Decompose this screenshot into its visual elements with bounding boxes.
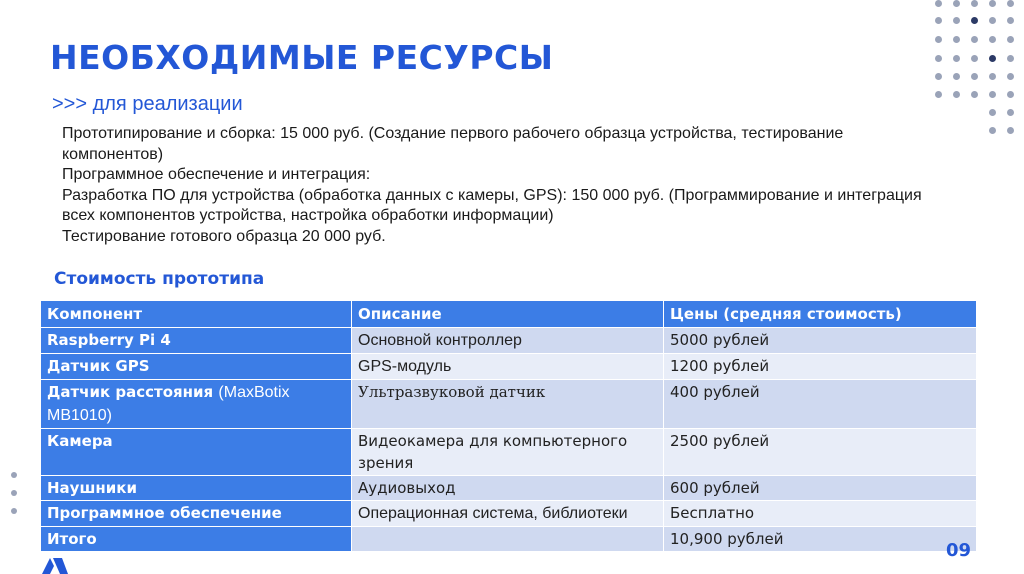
table-header-row: [41, 301, 977, 328]
decor-dot: [953, 36, 960, 43]
header-price: Цены (средняя стоимость): [664, 301, 977, 328]
cell-description: Аудиовыход: [352, 476, 664, 501]
decor-dot: [989, 0, 996, 7]
table-row: [41, 328, 977, 354]
decor-dot: [1007, 109, 1014, 116]
component-name: Датчик расстояния: [47, 383, 214, 401]
decor-dot: [953, 17, 960, 24]
cell-description: [352, 328, 664, 354]
description-text: Основной контроллер: [358, 332, 522, 349]
decor-dot: [989, 55, 996, 62]
decor-dot: [989, 127, 996, 134]
table-row: [41, 476, 977, 501]
decor-dot: [1007, 17, 1014, 24]
page-number: 09: [946, 540, 972, 561]
description-text: GPS-модуль: [358, 358, 452, 375]
cell-price: 2500 рублей: [664, 429, 977, 476]
decor-dot: [935, 0, 942, 7]
decor-dot: [1007, 127, 1014, 134]
cell-component: [41, 476, 352, 501]
cell-price: 1200 рублей: [664, 354, 977, 380]
table-row: [41, 429, 977, 476]
decor-dot: [1007, 73, 1014, 80]
component-name: Программное обеспечение: [47, 504, 282, 522]
body-line: Тестирование готового образца 20 000 руб.: [62, 227, 386, 245]
component-name: Камера: [47, 432, 113, 450]
cost-table: [40, 300, 977, 552]
cell-component: [41, 354, 352, 380]
decor-dot: [971, 17, 978, 24]
decor-dot: [11, 508, 17, 514]
decor-dot: [971, 91, 978, 98]
cell-component: [41, 501, 352, 527]
component-name: Датчик GPS: [47, 357, 150, 375]
decor-dot: [935, 55, 942, 62]
decor-dot: [953, 73, 960, 80]
body-line: Программное обеспечение и интеграция:: [62, 166, 371, 183]
cell-description: Видеокамера для компьютерного зрения: [352, 429, 664, 476]
decor-dot: [1007, 91, 1014, 98]
decor-dot: [971, 73, 978, 80]
header-description: Описание: [352, 301, 664, 328]
decor-dot: [953, 91, 960, 98]
logo-icon: [40, 550, 70, 574]
decor-dot: [989, 91, 996, 98]
table-row: [41, 527, 977, 552]
slide-title: НЕОБХОДИМЫЕ РЕСУРСЫ: [50, 38, 554, 77]
cell-component: [41, 429, 352, 476]
cell-component: [41, 527, 352, 552]
decor-dot: [11, 472, 17, 478]
cell-price: 10,900 рублей: [664, 527, 977, 552]
slide-subtitle: >>> для реализации: [52, 93, 243, 115]
decor-dot: [953, 0, 960, 7]
table-row: [41, 501, 977, 527]
decor-dot: [971, 36, 978, 43]
description-text: Операционная система, библиотеки: [358, 505, 628, 522]
body-line: Разработка ПО для устройства (обработка данных с камеры, GPS): 150 000 руб. (Программирование и интеграция всех компонентов устройства, настройка обработки информации): [62, 186, 922, 224]
cell-price: 400 рублей: [664, 380, 977, 429]
decor-dot: [971, 0, 978, 7]
table-row: [41, 354, 977, 380]
decor-dot: [935, 36, 942, 43]
decor-dot: [935, 73, 942, 80]
body-text: [62, 124, 922, 247]
cell-description: [352, 527, 664, 552]
cell-price: Бесплатно: [664, 501, 977, 527]
cell-price: 600 рублей: [664, 476, 977, 501]
decor-dot: [935, 91, 942, 98]
section-heading: Стоимость прототипа: [54, 269, 265, 289]
decor-dot: [1007, 55, 1014, 62]
cell-description: [352, 501, 664, 527]
decor-dot: [11, 490, 17, 496]
component-name: Наушники: [47, 479, 137, 497]
body-line: Прототипирование и сборка: 15 000 руб. (Создание первого рабочего образца устройства, тестирование компонентов): [62, 125, 844, 163]
cell-description: [352, 354, 664, 380]
decor-dot: [989, 36, 996, 43]
component-note: (MaxBotix MB1010): [47, 384, 290, 424]
decor-dot: [935, 17, 942, 24]
decor-dot: [1007, 0, 1014, 7]
decor-dot: [989, 73, 996, 80]
cell-description: Ультразвуковой датчик: [352, 380, 664, 429]
cell-component: [41, 380, 352, 429]
decor-dot: [989, 109, 996, 116]
decor-dot: [1007, 36, 1014, 43]
decor-dot: [953, 55, 960, 62]
component-name: Итого: [47, 530, 97, 548]
cell-component: [41, 328, 352, 354]
decor-dot: [989, 17, 996, 24]
cell-price: 5000 рублей: [664, 328, 977, 354]
decor-dot: [971, 55, 978, 62]
header-component: Компонент: [41, 301, 352, 328]
component-name: Raspberry Pi 4: [47, 331, 171, 349]
table-row: [41, 380, 977, 429]
